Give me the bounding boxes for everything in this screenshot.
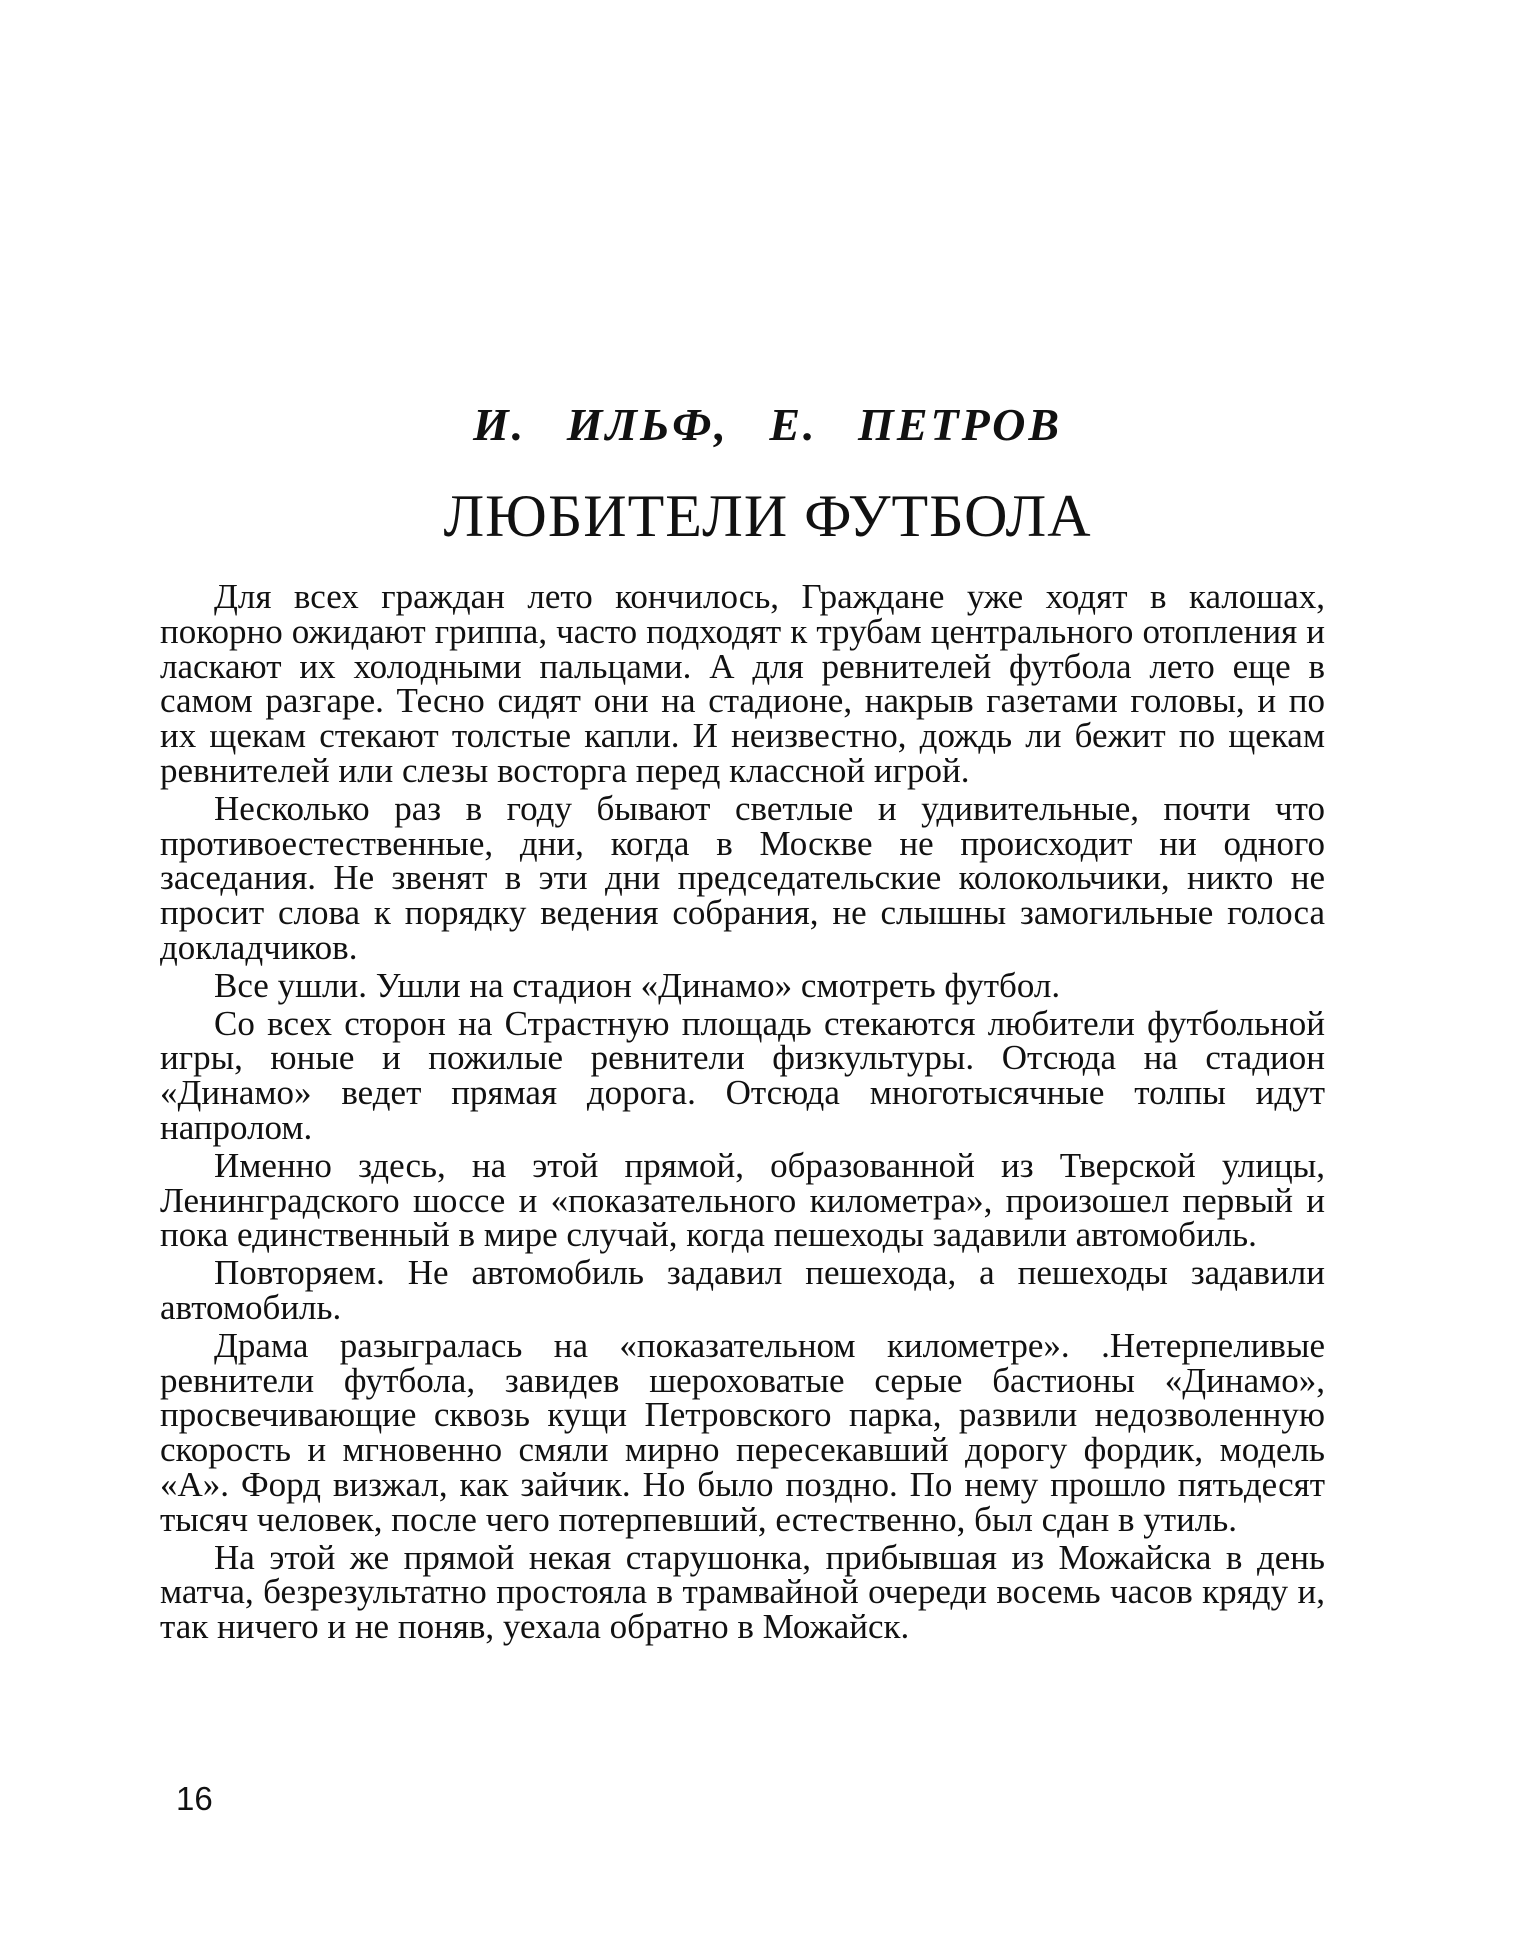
story-title: ЛЮБИТЕЛИ ФУТБОЛА (443, 483, 1092, 549)
story-body (160, 577, 1325, 1648)
paragraph: Со всех сторон на Страстную площадь стекаются любители футбольной игры, юные и пожилые ревнители физкультуры. Отсюда на стадион «Динамо» ведет прямая дорога. Отсюда многотысячные толпы идут напролом. (160, 1003, 1325, 1147)
paragraph: Повторяем. Не автомобиль задавил пешехода, а пешеходы задавили автомобиль. (160, 1253, 1325, 1327)
paragraph: Драма разыгралась на «показательном километре». .Нетерпеливые ревнители футбола, завидев шероховатые серые бастионы «Динамо», просвечивающие сквозь кущи Петровского парка, развили недозволенную скорость и мгновенно смяли мирно пересекавший дорогу фордик, модель «А». Форд визжал, как зайчик. Но было поздно. По нему прошло пятьдесят тысяч человек, после чего потерпевший, естественно, был сдан в утиль. (160, 1325, 1325, 1539)
paragraph: Все ушли. Ушли на стадион «Динамо» смотреть футбол. (214, 965, 1061, 1005)
paragraph: Для всех граждан лето кончилось, Граждане уже ходят в калошах, покорно ожидают гриппа, часто подходят к трубам центрального отопления и ласкают их холодными пальцами. А для ревнителей футбола лето еще в самом разгаре. Тесно сидят они на стадионе, накрыв газетами головы, и по их щекам стекают толстые капли. И неизвестно, дождь ли бежит по щекам ревнителей или слезы восторга перед классной игрой. (160, 577, 1325, 790)
paragraph: На этой же прямой некая старушонка, прибывшая из Можайска в день матча, безрезультатно простояла в трамвайной очереди восемь часов кряду и, так ничего и не поняв, уехала обратно в Можайск. (160, 1537, 1325, 1647)
authors-heading: И. ИЛЬФ, Е. ПЕТРОВ (472, 399, 1062, 450)
paragraph: Несколько раз в году бывают светлые и удивительные, почти что противоестественные, дни, когда в Москве не происходит ни одного заседания. Не звенят в эти дни председательские колокольчики, никто не просит слова к порядку ведения собрания, не слышны замогильные голоса докладчиков. (160, 788, 1325, 967)
page-number: 16 (176, 1780, 213, 1817)
paragraph: Именно здесь, на этой прямой, образованной из Тверской улицы, Ленинградского шоссе и «показательного километра», произошел первый и пока единственный в мире случай, когда пешеходы задавили автомобиль. (160, 1145, 1325, 1255)
